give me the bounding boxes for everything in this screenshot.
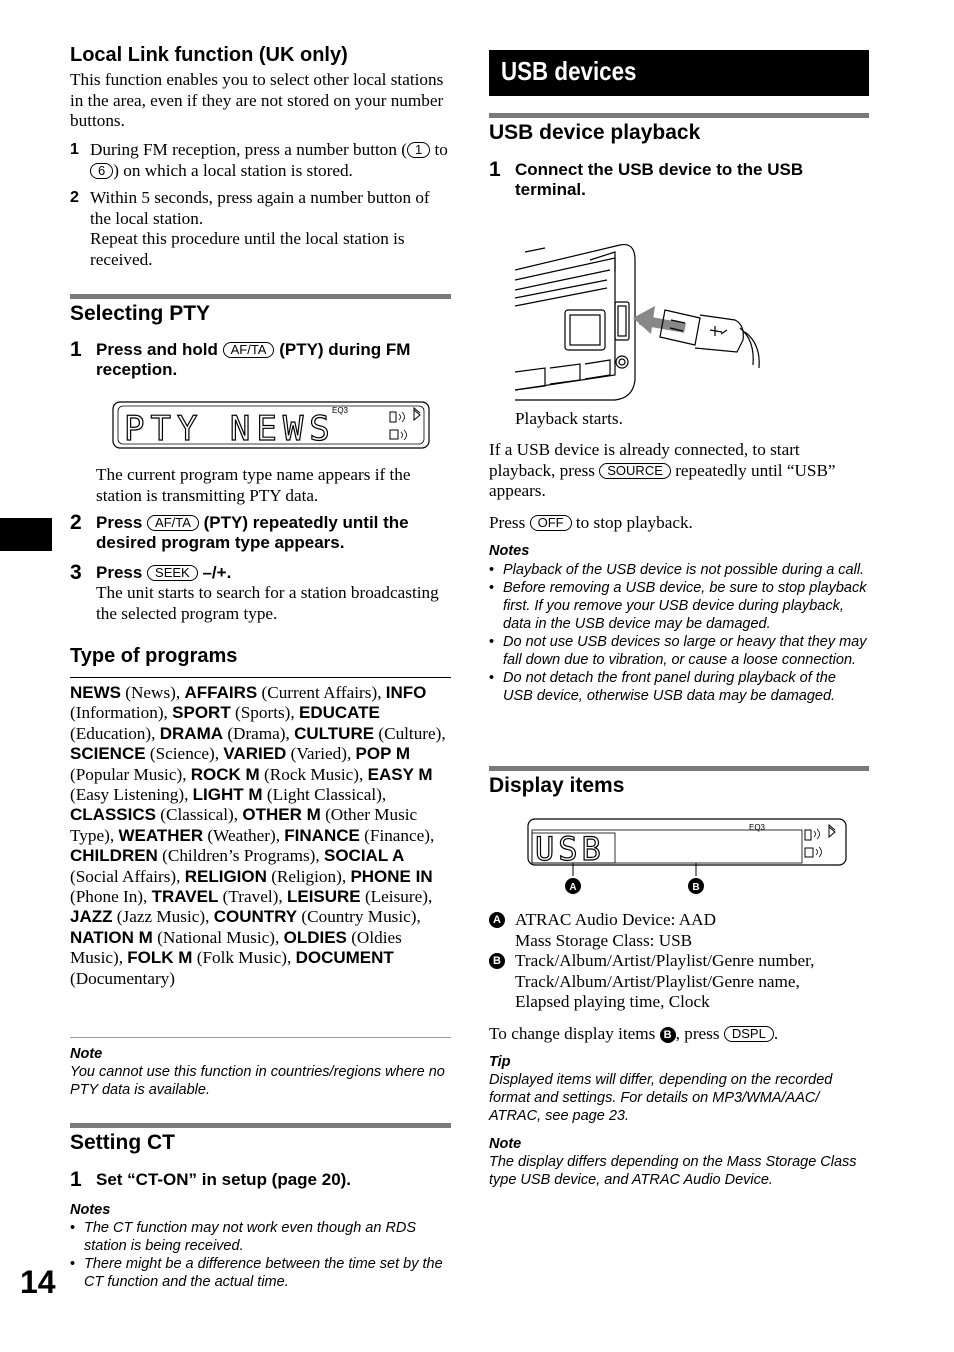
step-text: Press	[96, 513, 148, 532]
usb-plug-icon	[660, 310, 759, 368]
program-type-entry: ROCK M (Rock Music),	[190, 764, 368, 784]
note-divider	[70, 1037, 451, 1038]
program-type-description: (Varied)	[290, 744, 347, 764]
note-item: • Do not use USB devices so large or heavy that they may fall down due to vibration, or cause a loose connection.	[489, 633, 869, 669]
section-rule	[489, 766, 869, 771]
program-type-entry: COUNTRY (Country Music),	[213, 907, 421, 927]
pty-display-svg	[112, 400, 430, 450]
usb-step-1	[489, 160, 869, 200]
notes-heading: Notes	[70, 1202, 111, 1218]
section-tab-marker	[0, 518, 52, 551]
program-type-list	[70, 683, 451, 989]
local-link-step-2	[70, 188, 451, 270]
program-type-code: NATION M	[70, 927, 153, 947]
program-type-code: TRAVEL	[151, 887, 219, 907]
program-type-code: COUNTRY	[213, 907, 298, 927]
display-items-heading: Display items	[489, 774, 625, 797]
number-button-6[interactable]: 6	[90, 163, 113, 179]
pty-display-illustration	[112, 400, 430, 450]
program-type-description: (Culture)	[378, 723, 442, 743]
program-type-entry: SOCIAL A (Social Affairs),	[70, 846, 405, 886]
program-type-description: (Current Affairs)	[261, 683, 378, 702]
program-type-description: (Jazz Music)	[116, 907, 206, 927]
section-rule	[70, 294, 451, 299]
step-text: –/+.	[197, 563, 232, 582]
item-a-marker: A	[489, 912, 505, 928]
program-type-description: (Classical)	[160, 805, 234, 825]
note-item: • Before removing a USB device, be sure to stop playback first. If you remove your USB device during playback, data in the USB device may be damaged.	[489, 579, 869, 633]
pty-step-2	[70, 513, 451, 553]
note-item: • The CT function may not work even though an RDS station is being received.	[70, 1219, 451, 1255]
program-type-code: EASY M	[367, 764, 433, 784]
step-number: 2	[70, 189, 79, 206]
ct-step-1	[70, 1170, 451, 1190]
note-heading: Note	[489, 1136, 522, 1152]
program-type-code: RELIGION	[184, 866, 267, 886]
program-type-entry: CHILDREN (Children’s Programs),	[70, 846, 324, 866]
program-type-description: (Folk Music)	[196, 948, 287, 968]
program-type-entry: AFFAIRS (Current Affairs),	[184, 683, 386, 702]
program-type-description: (Phone In)	[70, 887, 144, 907]
page-number: 14	[20, 1264, 56, 1300]
step-text: (PTY) during FM reception.	[96, 340, 411, 379]
program-type-entry: FOLK M (Folk Music),	[127, 948, 296, 968]
program-type-entry: EASY M (Easy Listening),	[70, 764, 433, 805]
program-type-description: (Easy Listening)	[70, 785, 185, 805]
program-type-entry: POP M (Popular Music),	[70, 744, 411, 784]
program-type-entry: JAZZ (Jazz Music),	[70, 907, 214, 927]
already-connected-text	[489, 440, 869, 502]
callout-a-label: A	[569, 882, 577, 893]
program-type-entry: SPORT (Sports),	[172, 703, 299, 723]
paragraph-text: To change display items	[489, 1024, 660, 1043]
program-type-entry: LIGHT M (Light Classical),	[192, 785, 387, 805]
program-type-description: (Popular Music)	[70, 764, 183, 784]
usb-devices-banner	[489, 50, 869, 96]
tip-text: Displayed items will differ, depending on the recorded format and settings. For details on MP3/WMA/AAC/ ATRAC, see page 23.	[489, 1072, 833, 1124]
program-type-code: ROCK M	[190, 764, 260, 784]
pty-step-3	[70, 563, 451, 624]
note-text: You cannot use this function in countries/regions where no PTY data is available.	[70, 1064, 445, 1098]
usb-connection-illustration	[515, 240, 765, 402]
usb-display-text: USB	[535, 830, 605, 868]
program-type-code: INFO	[385, 683, 427, 702]
note-item: • There might be a difference between the time set by the CT function and the actual time.	[70, 1255, 451, 1291]
phone-icon	[805, 829, 820, 840]
program-type-entry: CLASSICS (Classical),	[70, 805, 243, 825]
program-type-code: JAZZ	[70, 907, 113, 927]
usb-playback-heading: USB device playback	[489, 121, 701, 144]
pty-display-caption: The current program type name appears if the station is transmitting PTY data.	[96, 465, 411, 505]
step-text: (PTY) repeatedly until the desired program type appears.	[96, 513, 409, 552]
selecting-pty-heading: Selecting PTY	[70, 302, 211, 325]
item-a-line-2: Mass Storage Class: USB	[515, 930, 693, 950]
program-type-entry: NATION M (National Music),	[70, 927, 284, 947]
program-type-code: SPORT	[172, 703, 231, 723]
program-type-code: VARIED	[223, 744, 287, 764]
program-type-description: (Children’s Programs)	[162, 846, 316, 866]
step-text: Press and hold	[96, 340, 223, 359]
display-item-a	[489, 910, 869, 951]
dspl-button[interactable]: DSPL	[724, 1026, 774, 1042]
af-ta-button[interactable]: AF/TA	[223, 342, 275, 358]
callout-b-label: B	[692, 882, 700, 893]
section-rule	[489, 113, 869, 118]
banner-title: USB devices	[501, 56, 637, 86]
program-type-description: (Education)	[70, 723, 152, 743]
program-type-code: CULTURE	[294, 723, 375, 743]
item-b-marker: B	[489, 953, 505, 969]
program-type-entry: DRAMA (Drama),	[159, 723, 295, 743]
step-text: Within 5 seconds, press again a number button of the local station.	[90, 188, 430, 228]
program-type-entry: SCIENCE (Science),	[70, 744, 224, 764]
program-type-code: LIGHT M	[192, 785, 263, 805]
program-type-description: (Documentary)	[70, 968, 175, 988]
program-type-entry: NEWS (News),	[70, 683, 185, 702]
item-b-line-3: Elapsed playing time, Clock	[515, 992, 710, 1011]
program-type-code: CLASSICS	[70, 805, 156, 825]
paragraph-text: , press	[675, 1024, 724, 1043]
eq3-indicator: EQ3	[749, 823, 766, 832]
section-rule	[70, 1123, 451, 1128]
program-type-entry: FINANCE (Finance),	[284, 825, 435, 845]
program-type-code: NEWS	[70, 683, 121, 702]
program-type-description: (Rock Music)	[264, 764, 360, 784]
step-number: 1	[70, 141, 79, 158]
program-type-description: (Drama)	[227, 723, 286, 743]
bluetooth-icon	[829, 825, 835, 837]
af-ta-button[interactable]: AF/TA	[147, 515, 199, 531]
paragraph-text: repeatedly until “USB” appears.	[489, 460, 836, 500]
step-text: Set “CT-ON” in setup (page 20).	[96, 1170, 352, 1189]
program-type-code: OLDIES	[283, 927, 347, 947]
step-number: 2	[70, 511, 82, 534]
note-heading: Note	[70, 1046, 103, 1062]
program-type-description: (Science)	[149, 744, 215, 764]
step-number: 1	[70, 1168, 82, 1191]
program-type-description: (Leisure)	[364, 887, 428, 907]
program-type-description: (Religion)	[271, 866, 342, 886]
change-display-text	[489, 1024, 869, 1045]
program-type-description: (Travel)	[222, 887, 279, 907]
tip-heading: Tip	[489, 1054, 511, 1070]
display-item-b	[489, 951, 869, 1013]
heading-underline	[70, 677, 451, 678]
usb-connection-svg	[515, 240, 765, 402]
program-type-code: DOCUMENT	[295, 948, 394, 968]
bluetooth-icon	[414, 408, 420, 420]
program-type-code: DRAMA	[159, 723, 224, 743]
stop-playback-text	[489, 513, 869, 534]
music-note-icon	[390, 430, 407, 440]
music-note-icon	[805, 847, 822, 857]
program-type-entry: PHONE IN (Phone In),	[70, 866, 433, 907]
local-link-step-1	[70, 140, 451, 181]
phone-icon	[390, 412, 405, 422]
program-type-code: PHONE IN	[350, 866, 433, 886]
program-type-description: (News)	[125, 683, 176, 702]
program-type-entry: RELIGION (Religion),	[184, 866, 351, 886]
step-text: Press	[96, 563, 148, 582]
seek-button[interactable]: SEEK	[147, 565, 198, 581]
program-type-description: (Oldies Music)	[70, 927, 402, 968]
program-type-entry: VARIED (Varied),	[223, 744, 356, 764]
pty-display-text: PTY NEWS	[124, 409, 336, 449]
source-button[interactable]: SOURCE	[599, 463, 671, 479]
notes-heading: Notes	[489, 543, 530, 559]
item-b-line-2: Track/Album/Artist/Playlist/Genre name,	[515, 971, 800, 991]
program-type-description: (Other Music Type)	[70, 805, 418, 845]
program-type-code: OTHER M	[242, 805, 321, 825]
program-type-entry: LEISURE (Leisure),	[286, 887, 433, 907]
step-text: to	[430, 140, 448, 159]
note-item: • Do not detach the front panel during playback of the USB device, otherwise USB data may be damaged.	[489, 669, 869, 705]
step-repeat-text: Repeat this procedure until the local station is received.	[90, 229, 405, 269]
program-type-code: FOLK M	[127, 948, 193, 968]
program-type-description: (Social Affairs)	[70, 866, 177, 886]
program-type-entry: INFO (Information),	[70, 683, 427, 723]
paragraph-text: If a USB device is already connected, to start playback, press	[489, 440, 800, 480]
program-type-code: FINANCE	[284, 825, 360, 845]
note-text: The display differs depending on the Mass Storage Class type USB device, and ATRAC Audio Device.	[489, 1154, 857, 1188]
program-type-description: (Information)	[70, 703, 164, 723]
program-type-entry: CULTURE (Culture),	[294, 723, 446, 743]
program-type-description: (National Music)	[157, 927, 275, 947]
program-type-description: (Country Music)	[301, 907, 417, 927]
step-text: ) on which a local station is stored.	[113, 160, 353, 180]
program-type-description: (Weather)	[207, 825, 276, 845]
local-link-heading: Local Link function (UK only)	[70, 44, 348, 66]
program-type-code: POP M	[355, 744, 411, 764]
item-a-line-1: ATRAC Audio Device: AAD	[515, 910, 716, 929]
item-b-marker: B	[660, 1027, 676, 1043]
program-type-code: CHILDREN	[70, 846, 158, 866]
item-b-line-1: Track/Album/Artist/Playlist/Genre number,	[515, 951, 815, 970]
paragraph-text: to stop playback.	[571, 513, 693, 532]
number-button-1[interactable]: 1	[407, 142, 430, 158]
local-link-intro: This function enables you to select other local stations in the area, even if they are not stored on your number buttons.	[70, 70, 444, 130]
program-type-entry: WEATHER (Weather),	[118, 825, 285, 845]
usb-display-illustration	[527, 818, 847, 898]
usb-notes-list	[489, 561, 869, 705]
ct-notes-list	[70, 1219, 451, 1291]
setting-ct-heading: Setting CT	[70, 1131, 175, 1154]
off-button[interactable]: OFF	[530, 515, 572, 531]
step-number: 1	[489, 158, 501, 181]
program-type-code: SOCIAL A	[323, 846, 405, 866]
eq3-indicator: EQ3	[332, 406, 349, 415]
program-type-code: SCIENCE	[70, 744, 146, 764]
program-type-description: (Light Classical)	[266, 785, 382, 805]
type-of-programs-heading: Type of programs	[70, 645, 238, 667]
program-type-description: (Sports)	[235, 703, 291, 723]
step-number: 3	[70, 561, 82, 584]
step-number: 1	[70, 338, 82, 361]
note-item: • Playback of the USB device is not possible during a call.	[489, 561, 869, 579]
usb-display-svg	[527, 818, 847, 898]
program-type-entry: TRAVEL (Travel),	[151, 887, 287, 907]
paragraph-text: Press	[489, 513, 530, 532]
program-type-code: AFFAIRS	[184, 683, 258, 702]
step-text: During FM reception, press a number button (	[90, 140, 407, 159]
step-text: Connect the USB device to the USB terminal.	[515, 160, 804, 199]
program-type-entry: OLDIES (Oldies Music),	[70, 927, 402, 968]
program-type-description: (Finance)	[364, 825, 431, 845]
program-type-code: LEISURE	[286, 887, 361, 907]
program-type-code: WEATHER	[118, 825, 204, 845]
playback-starts-text: Playback starts.	[515, 409, 623, 428]
paragraph-text: .	[773, 1024, 779, 1043]
program-type-entry: EDUCATE (Education),	[70, 703, 380, 743]
pty-step-1	[70, 340, 451, 380]
program-type-code: EDUCATE	[298, 703, 380, 723]
step-description: The unit starts to search for a station broadcasting the selected program type.	[96, 583, 439, 623]
program-type-entry: OTHER M (Other Music Type),	[70, 805, 418, 845]
